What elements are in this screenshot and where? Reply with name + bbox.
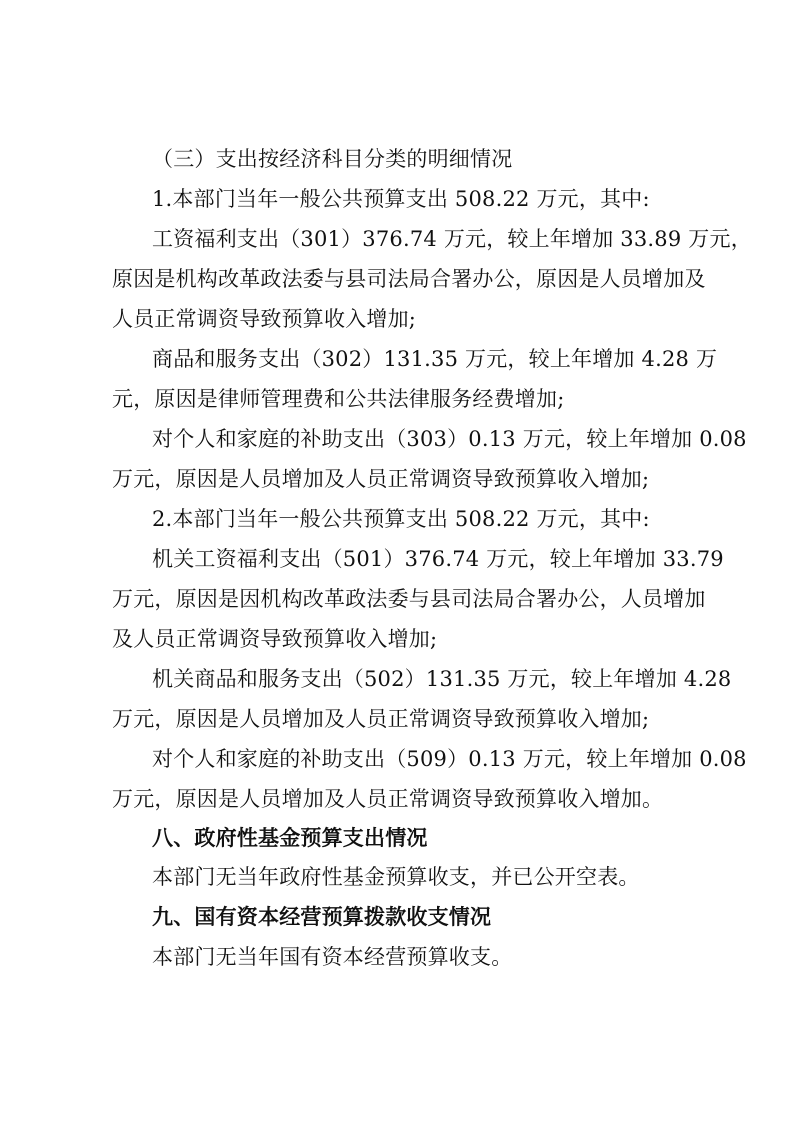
- paragraph-2-item-2-line-1: 机关商品和服务支出（502）131.35 万元，较上年增加 4.28: [152, 667, 732, 691]
- paragraph-2-item-1-line-2: 万元，原因是因机构改革政法委与县司法局合署办公，人员增加: [112, 587, 706, 611]
- paragraph-1-item-1-line-3: 人员正常调资导致预算收入增加;: [112, 307, 417, 331]
- section-8-heading: 八、政府性基金预算支出情况: [152, 826, 428, 850]
- paragraph-2-title: 2.本部门当年一般公共预算支出 508.22 万元，其中:: [152, 507, 650, 531]
- paragraph-1-item-2-line-1: 商品和服务支出（302）131.35 万元，较上年增加 4.28 万: [152, 347, 718, 371]
- section-9-body: 本部门无当年国有资本经营预算收支。: [152, 945, 513, 969]
- paragraph-1-item-3-line-1: 对个人和家庭的补助支出（303）0.13 万元，较上年增加 0.08: [152, 427, 747, 451]
- paragraph-2-item-3-line-1: 对个人和家庭的补助支出（509）0.13 万元，较上年增加 0.08: [152, 747, 747, 771]
- paragraph-1-item-1-line-1: 工资福利支出（301）376.74 万元，较上年增加 33.89 万元，: [152, 227, 752, 251]
- paragraph-1-item-2-line-2: 元，原因是律师管理费和公共法律服务经费增加;: [112, 387, 565, 411]
- paragraph-1-title: 1.本部门当年一般公共预算支出 508.22 万元，其中:: [152, 187, 650, 211]
- paragraph-2-item-1-line-1: 机关工资福利支出（501）376.74 万元，较上年增加 33.79: [152, 547, 724, 571]
- paragraph-2-item-1-line-3: 及人员正常调资导致预算收入增加;: [112, 627, 438, 651]
- section-8-body: 本部门无当年政府性基金预算收支，并已公开空表。: [152, 865, 640, 889]
- paragraph-1-item-3-line-2: 万元，原因是人员增加及人员正常调资导致预算收入增加;: [112, 467, 650, 491]
- paragraph-2-item-2-line-2: 万元，原因是人员增加及人员正常调资导致预算收入增加;: [112, 707, 650, 731]
- section-9-heading: 九、国有资本经营预算拨款收支情况: [152, 905, 492, 929]
- paragraph-2-item-3-line-2: 万元，原因是人员增加及人员正常调资导致预算收入增加。: [112, 787, 664, 811]
- section-3-heading: （三）支出按经济科目分类的明细情况: [152, 147, 513, 171]
- paragraph-1-item-1-line-2: 原因是机构改革政法委与县司法局合署办公，原因是人员增加及: [112, 267, 706, 291]
